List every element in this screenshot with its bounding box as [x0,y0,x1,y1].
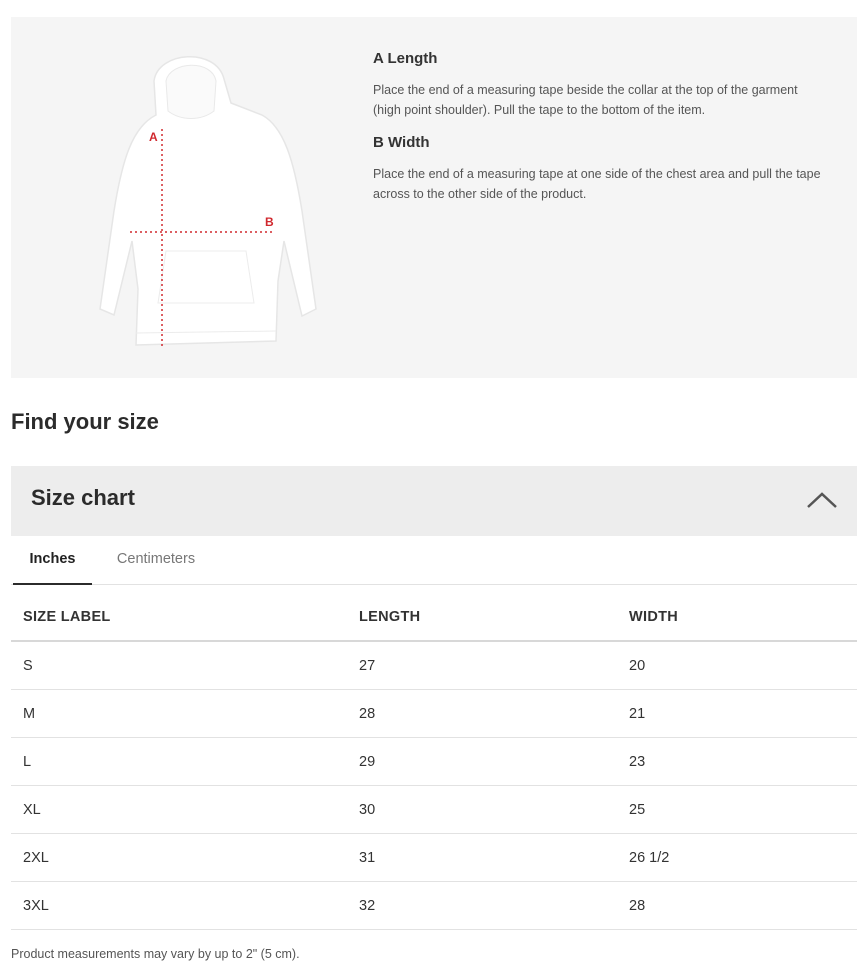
width-cell: 28 [617,882,857,930]
size-cell: L [11,738,347,786]
length-description: Place the end of a measuring tape beside the collar at the top of the garment (high point shoulder). Pull the tape to the bottom of the item. [373,83,798,117]
table-row [11,738,857,786]
unit-tabs [11,537,857,585]
size-cell: M [11,690,347,738]
size-chart-title: Size chart [31,485,135,510]
table-row [11,834,857,882]
find-size-title: Find your size [11,409,159,434]
measurement-guide [11,17,857,378]
hoodie-diagram [66,41,336,353]
size-chart-toggle[interactable] [11,466,857,536]
hoodie-illustration [66,41,336,353]
chevron-up-icon[interactable] [806,491,838,509]
measurement-instructions [373,50,823,218]
width-title: B Width [373,134,430,151]
size-cell: 2XL [11,834,347,882]
tab-centimeters[interactable]: Centimeters [116,551,196,567]
length-cell: 27 [347,641,617,690]
width-cell: 25 [617,786,857,834]
size-table [11,593,857,930]
length-cell: 31 [347,834,617,882]
length-title: A Length [373,50,438,67]
measurement-note: Product measurements may vary by up to 2" (5 cm). [11,947,300,961]
header-size-label: SIZE LABEL [11,593,347,641]
width-cell: 26 1/2 [617,834,857,882]
tab-inches[interactable]: Inches [13,537,92,585]
table-row [11,641,857,690]
width-cell: 23 [617,738,857,786]
header-length: LENGTH [347,593,617,641]
size-cell: XL [11,786,347,834]
width-description: Place the end of a measuring tape at one side of the chest area and pull the tape across to the other side of the product. [373,167,821,201]
table-row [11,786,857,834]
length-cell: 29 [347,738,617,786]
table-header-row [11,593,857,641]
label-a: A [149,130,158,144]
table-row [11,690,857,738]
length-cell: 32 [347,882,617,930]
size-cell: S [11,641,347,690]
length-cell: 28 [347,690,617,738]
width-cell: 21 [617,690,857,738]
width-cell: 20 [617,641,857,690]
header-width: WIDTH [617,593,857,641]
length-cell: 30 [347,786,617,834]
label-b: B [265,215,274,229]
table-row [11,882,857,930]
size-cell: 3XL [11,882,347,930]
